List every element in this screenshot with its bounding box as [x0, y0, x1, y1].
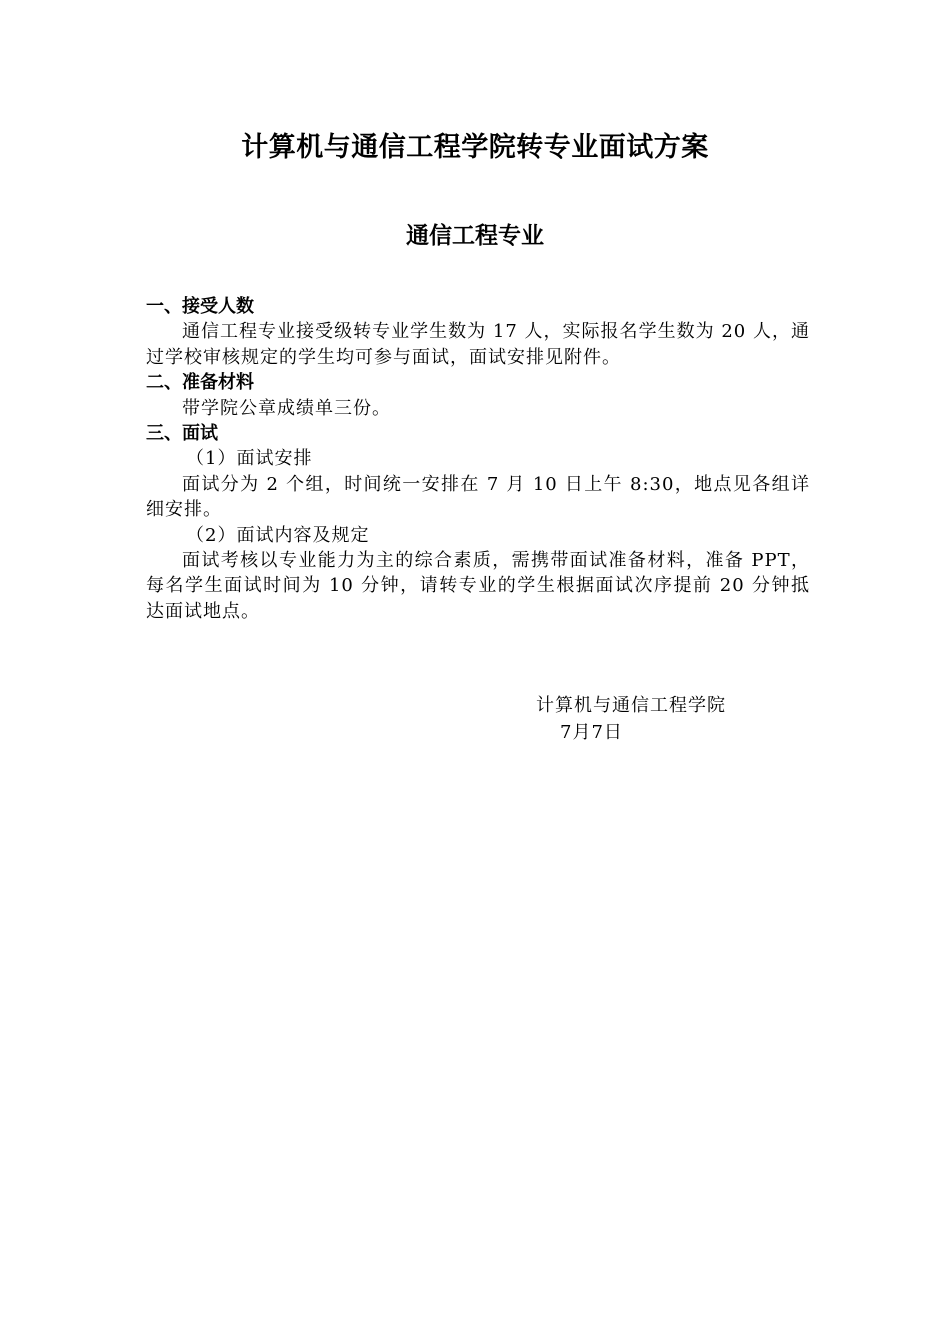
section-paragraph-materials: 带学院公章成绩单三份。	[182, 397, 391, 419]
subsection-label-schedule: （1）面试安排	[186, 448, 313, 470]
subsection-paragraph-schedule: 面试分为 2 个组，时间统一安排在 7 月 10 日上午 8:30，地点见各组详细安排。	[146, 473, 810, 521]
document-body	[146, 294, 810, 624]
signature-date: 7月7日	[560, 722, 623, 743]
section-heading-acceptance: 一、接受人数	[146, 296, 254, 317]
subsection-paragraph-content-rules: 面试考核以专业能力为主的综合素质，需携带面试准备材料，准备 PPT，每名学生面试时间为 10 分钟，请转专业的学生根据面试次序提前 20 分钟抵达面试地点。	[146, 550, 810, 622]
document-title: 计算机与通信工程学院转专业面试方案	[241, 132, 709, 163]
section-heading-interview: 三、面试	[146, 423, 218, 445]
subsection-label-content-rules: （2）面试内容及规定	[186, 524, 370, 546]
signature-org: 计算机与通信工程学院	[536, 695, 726, 716]
document-subtitle: 通信工程专业	[406, 223, 544, 249]
section-heading-materials: 二、准备材料	[146, 372, 254, 394]
section-paragraph-acceptance: 通信工程专业接受级转专业学生数为 17 人，实际报名学生数为 20 人，通过学校审核规定的学生均可参与面试，面试安排见附件。	[146, 321, 810, 368]
signature-block	[536, 692, 726, 746]
